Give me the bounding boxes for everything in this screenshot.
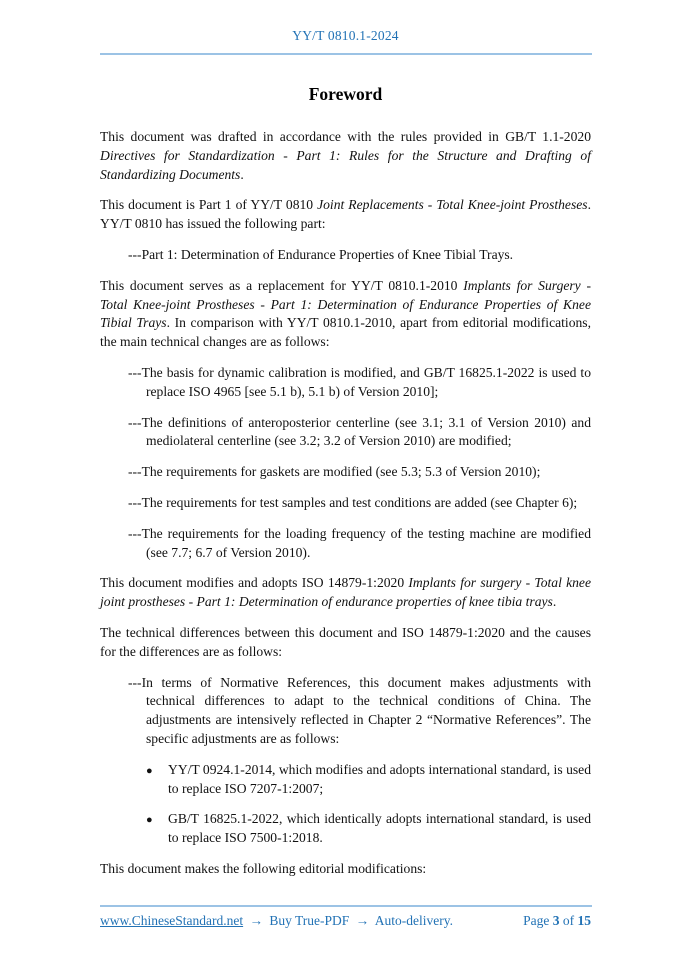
text-run: .: [552, 594, 557, 610]
page-title: Foreword: [308, 84, 383, 104]
italic-text-run: Joint Replacements - Total Knee-joint Prostheses: [317, 197, 588, 213]
text-run: .: [240, 166, 244, 182]
text-run: The technical differences between this document and ISO 14879-1:2020 and the causes for the differences are as follows:: [100, 624, 591, 659]
text-run: ---In terms of Normative References, this document makes adjustments with technical differences to adapt to the technical conditions of China. The adjustments are intensively reflected in Chapter 2 “Normative References”. The specific adjustments are as follows:: [128, 674, 591, 746]
text-run: ---Part 1: Determination of Endurance Properties of Knee Tibial Trays.: [128, 246, 514, 262]
dash-item: [100, 494, 591, 513]
arrow-right-icon: →: [355, 913, 370, 928]
text-run: GB/T 16825.1-2022, which identically adopts international standard, is used to replace ISO 7500-1:2018.: [168, 811, 591, 846]
text-run: ---The requirements for test samples and test conditions are added (see Chapter 6);: [128, 494, 578, 510]
page-total: 15: [577, 913, 591, 928]
text-run: This document is Part 1 of YY/T 0810: [100, 197, 318, 213]
dash-item: [100, 364, 591, 402]
page-current: 3: [552, 913, 560, 928]
paragraph: [100, 196, 591, 234]
page-label: Page: [523, 913, 550, 928]
paragraph: [100, 624, 591, 662]
text-run: This document serves as a replacement for YY/T 0810.1-2010: [100, 277, 464, 293]
header-divider: [100, 53, 592, 55]
text-run: This document modifies and adopts ISO 14879-1:2020: [100, 575, 409, 591]
text-run: ---The basis for dynamic calibration is modified, and GB/T 16825.1-2022 is used to replace ISO 4965 [see 5.1 b), 5.1 b) of Version 2010];: [128, 364, 591, 399]
dash-item: [100, 525, 591, 563]
bullet-item: [100, 761, 591, 799]
dash-item: [100, 246, 591, 265]
footer-divider: [100, 905, 592, 907]
bullet-item: [100, 810, 591, 848]
text-run: YY/T 0924.1-2014, which modifies and adopts international standard, is used to replace ISO 7207-1:2007;: [168, 761, 591, 796]
document-body: [100, 128, 591, 891]
paragraph: [100, 574, 591, 612]
dash-item: [100, 414, 591, 452]
text-run: ---The requirements for the loading frequency of the testing machine are modified (see 7.7; 6.7 of Version 2010).: [128, 525, 591, 560]
text-run: This document makes the following editorial modifications:: [100, 860, 427, 876]
footer-site-link[interactable]: www.ChineseStandard.net: [100, 913, 244, 928]
italic-text-run: Implants for surgery - Total knee joint prostheses - Part 1: Determination of endurance properties of knee tibia trays: [100, 575, 591, 610]
arrow-right-icon: →: [249, 913, 263, 928]
page-footer: [100, 913, 591, 929]
page-header-standard-code: YY/T 0810.1-2024: [292, 28, 399, 43]
page-number-indicator: [523, 913, 591, 929]
text-run: . YY/T 0810 has issued the following part:: [100, 197, 591, 232]
text-run: . In comparison with YY/T 0810.1-2010, apart from editorial modifications, the main technical changes are as follows:: [100, 315, 591, 350]
italic-text-run: Implants for Surgery - Total Knee-joint Prostheses - Part 1: Determination of Endurance Properties of Knee Tibial Trays: [100, 277, 592, 331]
paragraph: [100, 128, 591, 184]
paragraph: [100, 860, 591, 879]
footer-buy-text: Buy True-PDF: [269, 913, 350, 928]
text-run: ---The definitions of anteroposterior centerline (see 3.1; 3.1 of Version 2010) and mediolateral centerline (see 3.2; 3.2 of Version 2010) are modified;: [128, 414, 591, 449]
footer-promo: [100, 913, 453, 929]
dash-item: [100, 463, 591, 482]
italic-text-run: Directives for Standardization - Part 1: Rules for the Structure and Drafting of Standardizing Documents: [100, 147, 591, 182]
text-run: ---The requirements for gaskets are modified (see 5.3; 5.3 of Version 2010);: [128, 464, 541, 480]
dash-item: [100, 674, 591, 749]
footer-delivery-text: Auto-delivery.: [374, 913, 454, 928]
paragraph: [100, 277, 591, 352]
bullet-icon: ●: [146, 814, 153, 827]
page-of-label: of: [562, 913, 575, 928]
text-run: This document was drafted in accordance with the rules provided in GB/T 1.1-2020: [100, 129, 591, 144]
bullet-icon: ●: [146, 764, 153, 777]
